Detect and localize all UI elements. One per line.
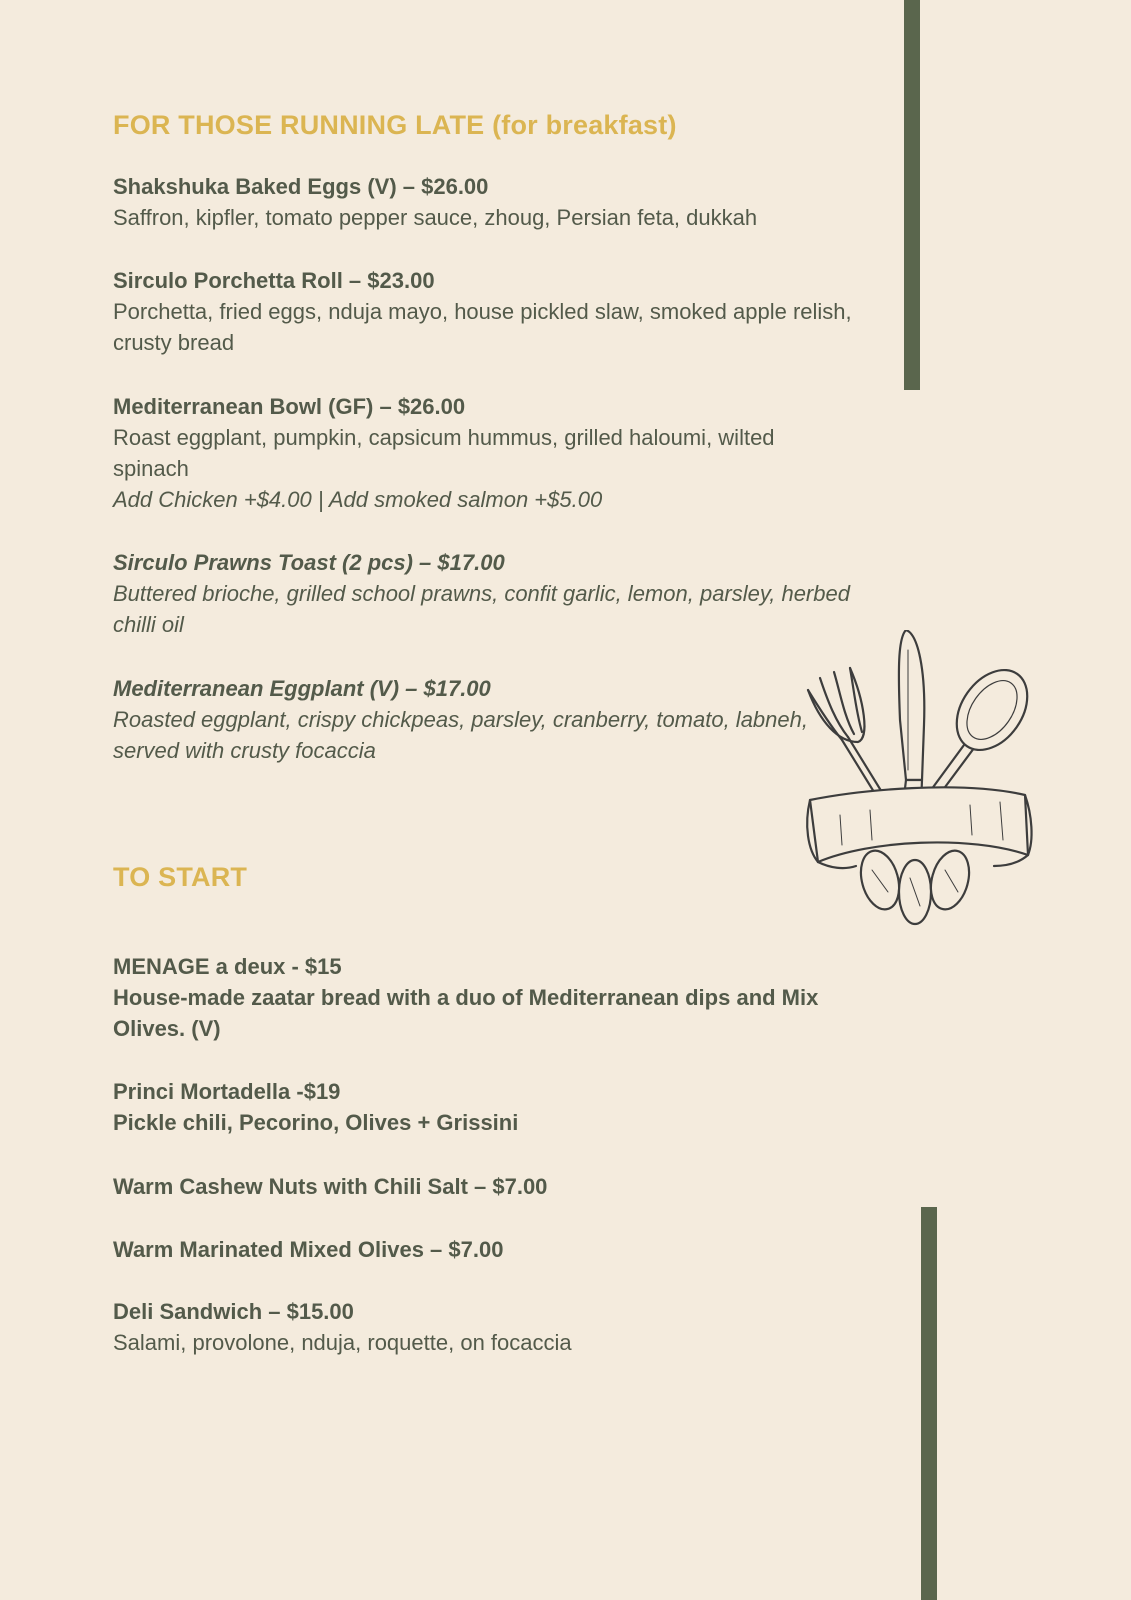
- item-name: Mediterranean Eggplant (V) – $17.00: [113, 676, 491, 701]
- menu-item: [113, 391, 853, 515]
- fork-icon: [808, 668, 888, 805]
- item-name: Sirculo Porchetta Roll – $23.00: [113, 268, 435, 293]
- item-name: Shakshuka Baked Eggs (V) – $26.00: [113, 174, 489, 199]
- menu-item: [113, 547, 853, 640]
- item-description: Roast eggplant, pumpkin, capsicum hummus, grilled haloumi, wilted spinach: [113, 425, 775, 481]
- cutlery-handles-icon: [855, 846, 975, 924]
- menu-item: [113, 1234, 853, 1265]
- menu-item: [113, 951, 853, 1044]
- menu-item: [113, 171, 853, 233]
- section-title-breakfast: FOR THOSE RUNNING LATE (for breakfast): [113, 110, 677, 140]
- cutlery-ribbon-icon: [800, 630, 1060, 930]
- item-description: Roasted eggplant, crispy chickpeas, parsley, cranberry, tomato, labneh, served with crusty focaccia: [113, 707, 808, 763]
- menu-item: [113, 265, 853, 358]
- menu-item: [113, 1296, 853, 1358]
- menu-item: [113, 673, 853, 766]
- item-name: Warm Marinated Mixed Olives – $7.00: [113, 1237, 504, 1262]
- item-description: Salami, provolone, nduja, roquette, on focaccia: [113, 1330, 572, 1355]
- item-name: Deli Sandwich – $15.00: [113, 1299, 354, 1324]
- ribbon-icon: [807, 787, 1031, 868]
- item-addons: Add Chicken +$4.00 | Add smoked salmon +$5.00: [113, 487, 603, 512]
- item-name: Sirculo Prawns Toast (2 pcs) – $17.00: [113, 550, 505, 575]
- menu-item: [113, 1171, 853, 1202]
- item-name: Warm Cashew Nuts with Chili Salt – $7.00: [113, 1174, 548, 1199]
- section-title-to-start: TO START: [113, 862, 248, 892]
- item-description: Porchetta, fried eggs, nduja mayo, house pickled slaw, smoked apple relish, crusty bread: [113, 299, 852, 355]
- item-description: House-made zaatar bread with a duo of Mediterranean dips and Mix Olives. (V): [113, 985, 819, 1041]
- item-description: Saffron, kipfler, tomato pepper sauce, zhoug, Persian feta, dukkah: [113, 205, 758, 230]
- menu-item: [113, 1076, 853, 1138]
- item-description: Pickle chili, Pecorino, Olives + Grissini: [113, 1110, 519, 1135]
- item-description: Buttered brioche, grilled school prawns, confit garlic, lemon, parsley, herbed chilli oil: [113, 581, 850, 637]
- item-name: Mediterranean Bowl (GF) – $26.00: [113, 394, 466, 419]
- decorative-bar-top: [904, 0, 920, 390]
- item-name: MENAGE a deux - $15: [113, 954, 342, 979]
- decorative-bar-bottom: [921, 1207, 937, 1600]
- item-name: Princi Mortadella -$19: [113, 1079, 341, 1104]
